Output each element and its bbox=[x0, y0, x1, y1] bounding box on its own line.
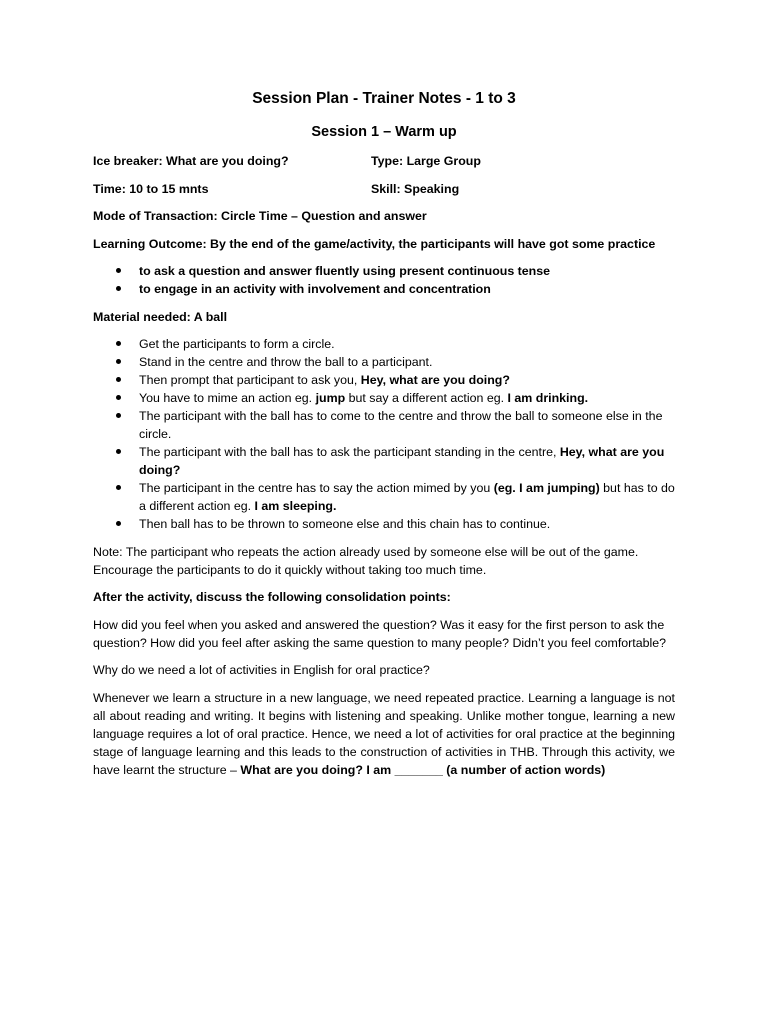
explanation-paragraph bbox=[93, 689, 675, 779]
consolidation-heading: After the activity, discuss the following consolidation points: bbox=[93, 590, 451, 604]
step-text: The participant in the centre has to say the action mimed by you bbox=[139, 481, 494, 495]
step-text: Get the participants to form a circle. bbox=[139, 337, 335, 351]
step-text: The participant with the ball has to ask the participant standing in the centre, bbox=[139, 445, 560, 459]
step-item bbox=[139, 353, 675, 371]
step-emphasis: Hey, what are you doing? bbox=[139, 445, 665, 477]
steps-list bbox=[93, 335, 675, 533]
type-label: Type: Large Group bbox=[371, 154, 481, 168]
info-row-1 bbox=[93, 152, 675, 170]
step-item bbox=[139, 335, 675, 353]
step-emphasis: I am drinking. bbox=[507, 391, 589, 405]
step-emphasis: jump bbox=[315, 391, 346, 405]
session-title: Session 1 – Warm up bbox=[311, 124, 457, 140]
outcome-list bbox=[93, 262, 675, 298]
document-body bbox=[93, 152, 675, 788]
structure-emphasis: What are you doing? I am _______ (a number of action words) bbox=[240, 762, 606, 777]
step-text: You have to mime an action eg. bbox=[139, 391, 316, 405]
step-text: Then ball has to be thrown to someone else and this chain has to continue. bbox=[139, 517, 551, 531]
step-item bbox=[139, 515, 675, 533]
explanation-text: Whenever we learn a structure in a new language, we need repeated practice. Learning a language is not all about reading and writing. It begins with listening and speaking. Unlike mother tongue, learning a new language requires a lot of oral practice. Hence, we need a lot of activities for oral practice at the beginning stage of language learning and this leads to the construction of activities in THB. Through this activity, we have learnt the structure – bbox=[93, 690, 675, 777]
step-emphasis: Hey, what are you doing? bbox=[360, 373, 510, 387]
time-label: Time: 10 to 15 mnts bbox=[93, 181, 209, 196]
step-text: The participant with the ball has to come to the centre and throw the ball to someone else in the circle. bbox=[139, 409, 663, 441]
step-item bbox=[139, 389, 675, 407]
step-item bbox=[139, 371, 675, 389]
page-title: Session Plan - Trainer Notes - 1 to 3 bbox=[252, 90, 516, 107]
step-item bbox=[139, 443, 675, 479]
skill-label: Skill: Speaking bbox=[371, 181, 460, 196]
step-text: Then prompt that participant to ask you, bbox=[139, 373, 361, 387]
step-item bbox=[139, 479, 675, 515]
mode-of-transaction: Mode of Transaction: Circle Time – Question and answer bbox=[93, 209, 427, 223]
outcome-item: to ask a question and answer fluently using present continuous tense bbox=[139, 262, 675, 280]
info-row-2 bbox=[93, 180, 675, 198]
step-text: but say a different action eg. bbox=[345, 391, 508, 405]
step-text: but has to do a different action eg. bbox=[139, 481, 675, 513]
learning-outcome: Learning Outcome: By the end of the game/activity, the participants will have got some practice bbox=[93, 236, 656, 251]
outcome-item: to engage in an activity with involvement and concentration bbox=[139, 280, 675, 298]
oral-practice-question: Why do we need a lot of activities in English for oral practice? bbox=[93, 663, 430, 677]
step-emphasis: (eg. I am jumping) bbox=[493, 481, 600, 495]
material-needed: Material needed: A ball bbox=[93, 309, 228, 324]
step-text: Stand in the centre and throw the ball to a participant. bbox=[139, 355, 433, 369]
step-item bbox=[139, 407, 675, 443]
step-emphasis: I am sleeping. bbox=[254, 499, 337, 513]
note-paragraph: Note: The participant who repeats the action already used by someone else will be out of the game. Encourage the participants to do it quickly without taking too much time. bbox=[93, 544, 639, 577]
consolidation-questions: How did you feel when you asked and answered the question? Was it easy for the first person to ask the question? How did you feel after asking the same question to many people? Didn’t you feel comfortable? bbox=[93, 617, 667, 650]
ice-breaker-label: Ice breaker: What are you doing? bbox=[93, 154, 289, 168]
